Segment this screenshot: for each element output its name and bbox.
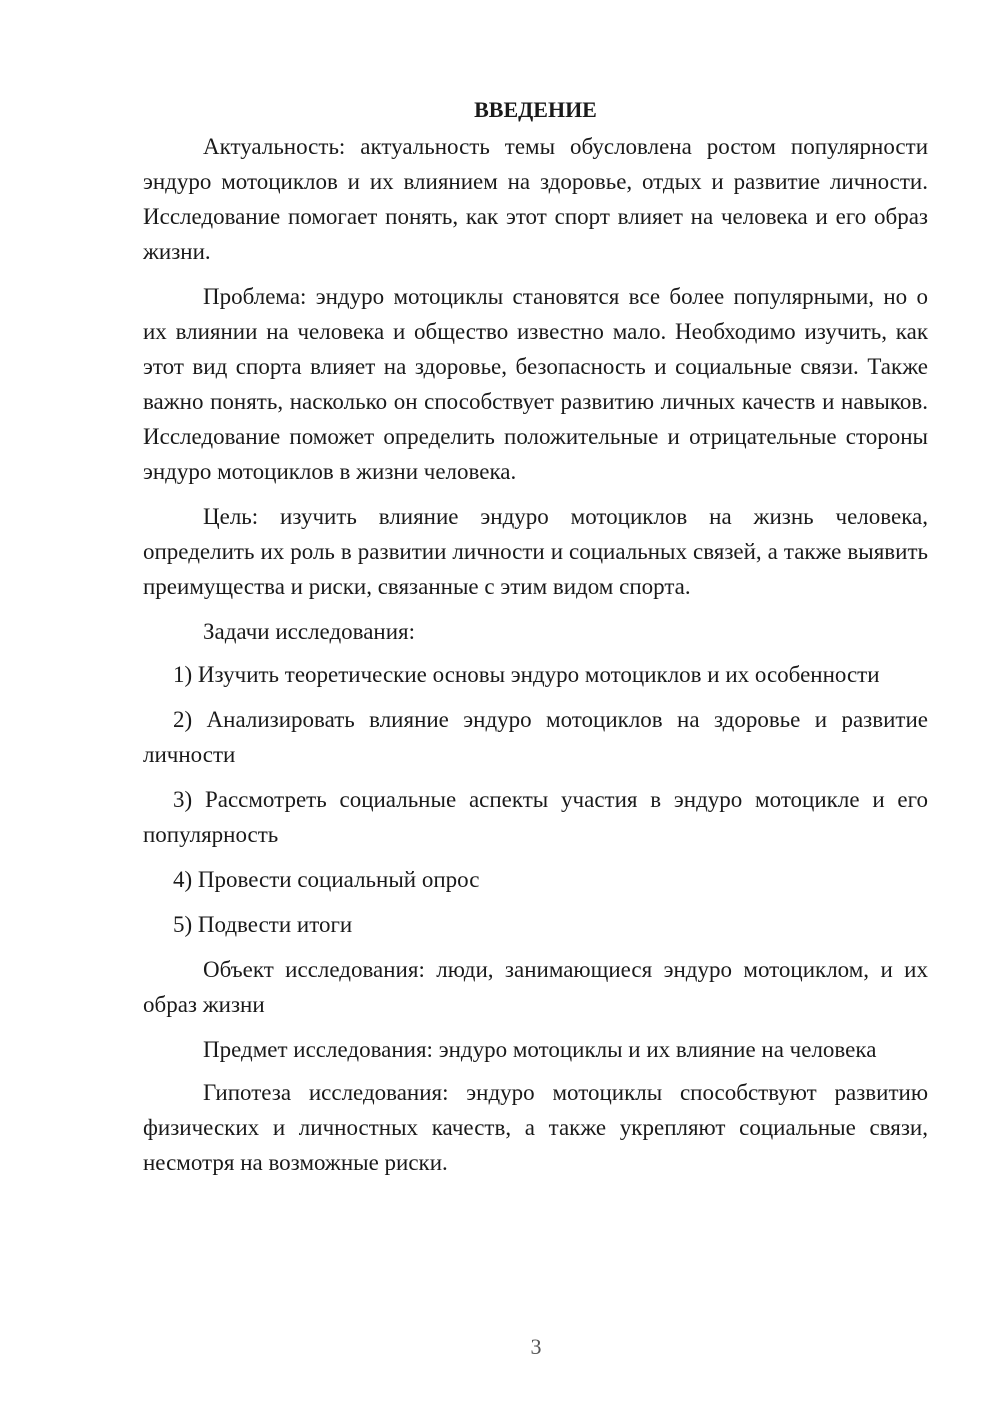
paragraph-object: Объект исследования: люди, занимающиеся эндуро мотоциклом, и их образ жизни — [143, 957, 928, 1017]
tasks-heading: Задачи исследования: — [203, 619, 416, 644]
task-item-3: 3) Рассмотреть социальные аспекты участия в эндуро мотоцикле и его популярность — [143, 787, 928, 847]
page-content — [143, 92, 928, 1190]
section-title: ВВЕДЕНИЕ — [474, 97, 597, 122]
paragraph-relevance: Актуальность: актуальность темы обусловлена ростом популярности эндуро мотоциклов и их влиянием на здоровье, отдых и развитие личности. Исследование помогает понять, как этот спорт влияет на человека и его образ жизни. — [143, 134, 928, 264]
paragraph-goal: Цель: изучить влияние эндуро мотоциклов на жизнь человека, определить их роль в развитии личности и социальных связей, а также выявить преимущества и риски, связанные с этим видом спорта. — [143, 504, 928, 599]
task-item-5: 5) Подвести итоги — [173, 912, 353, 937]
task-item-2: 2) Анализировать влияние эндуро мотоциклов на здоровье и развитие личности — [143, 707, 928, 767]
paragraph-problem: Проблема: эндуро мотоциклы становятся все более популярными, но о их влиянии на человека и общество известно мало. Необходимо изучить, как этот вид спорта влияет на здоровье, безопасность и социальные связи. Также важно понять, насколько он способствует развитию личных качеств и навыков. Исследование поможет определить положительные и отрицательные стороны эндуро мотоциклов в жизни человека. — [143, 284, 928, 484]
paragraph-subject: Предмет исследования: эндуро мотоциклы и их влияние на человека — [203, 1037, 877, 1062]
task-item-1: 1) Изучить теоретические основы эндуро мотоциклов и их особенности — [173, 662, 880, 687]
page-number: 3 — [530, 1334, 542, 1359]
paragraph-hypothesis: Гипотеза исследования: эндуро мотоциклы способствуют развитию физических и личностных качеств, а также укрепляют социальные связи, несмотря на возможные риски. — [143, 1080, 928, 1175]
task-item-4: 4) Провести социальный опрос — [173, 867, 480, 892]
